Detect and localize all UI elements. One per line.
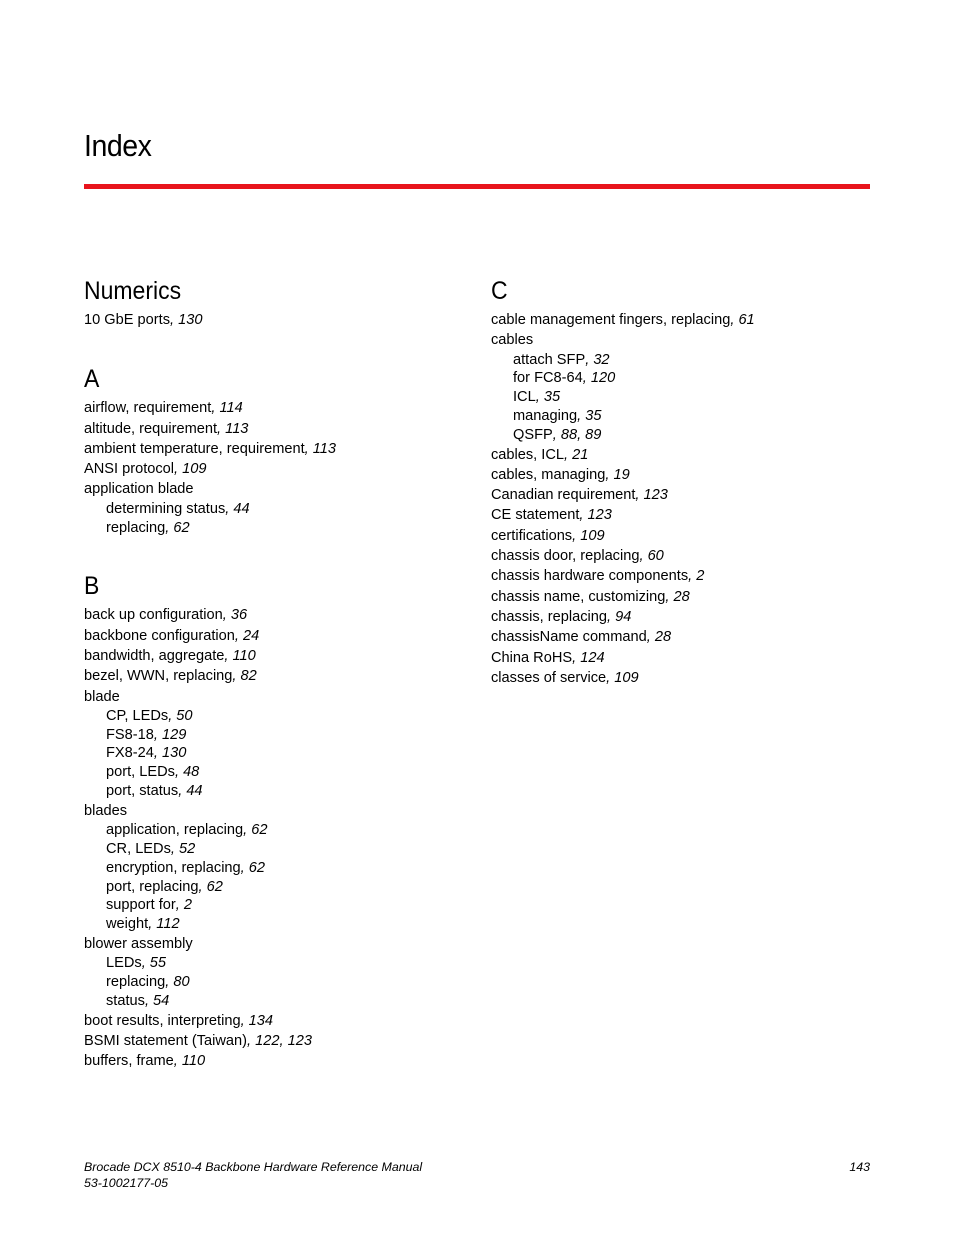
index-entry: bezel, WWN, replacing, 82 bbox=[84, 668, 257, 685]
index-subentry: for FC8-64, 120 bbox=[513, 370, 616, 387]
index-entry: chassis door, replacing, 60 bbox=[491, 548, 664, 565]
entry-page-ref[interactable]: 44 bbox=[186, 783, 203, 800]
index-entry: bandwidth, aggregate, 110 bbox=[84, 647, 256, 664]
entry-page-ref[interactable]: 24 bbox=[243, 627, 260, 644]
entry-term: China RoHS bbox=[491, 649, 573, 666]
entry-term: weight bbox=[106, 916, 149, 933]
index-subentry: application, replacing, 62 bbox=[106, 822, 268, 839]
index-entry: buffers, frame, 110 bbox=[84, 1053, 206, 1070]
entry-term: blades bbox=[84, 802, 128, 819]
entry-page-ref[interactable]: 109 bbox=[580, 527, 605, 544]
index-entry: chassis name, customizing, 28 bbox=[491, 588, 690, 605]
entry-page-ref[interactable]: 88, 89 bbox=[560, 426, 602, 443]
footer-manual-title: Brocade DCX 8510-4 Backbone Hardware Reference Manual bbox=[84, 1160, 423, 1174]
entry-page-ref[interactable]: 2 bbox=[183, 897, 192, 914]
entry-page-ref[interactable]: 120 bbox=[590, 370, 616, 387]
index-entry: backbone configuration, 24 bbox=[84, 627, 260, 644]
index-subentry: FS8-18, 129 bbox=[106, 726, 187, 743]
entry-page-ref[interactable]: 60 bbox=[647, 548, 664, 565]
section-heading: Numerics bbox=[84, 277, 182, 305]
entry-term: managing bbox=[513, 407, 578, 424]
entry-term: QSFP bbox=[513, 426, 553, 443]
entry-term: CR, LEDs bbox=[106, 840, 171, 857]
index-subentry: managing, 35 bbox=[513, 407, 602, 424]
index-entry: cable management fingers, replacing, 61 bbox=[491, 312, 755, 328]
index-entry: cables, managing, 19 bbox=[491, 466, 630, 483]
entry-page-ref[interactable]: 62 bbox=[206, 878, 223, 895]
entry-page-ref[interactable]: 129 bbox=[161, 726, 187, 743]
index-entry: classes of service, 109 bbox=[491, 669, 639, 686]
entry-term: port, LEDs bbox=[106, 764, 175, 781]
index-entry bbox=[84, 934, 474, 954]
entry-term: ANSI protocol bbox=[84, 461, 175, 478]
index-subentry: encryption, replacing, 62 bbox=[106, 859, 266, 876]
index-entry: 10 GbE ports, 130 bbox=[84, 312, 203, 328]
entry-term: buffers, frame bbox=[84, 1053, 174, 1070]
entry-page-ref[interactable]: 110 bbox=[232, 647, 256, 664]
index-column-left bbox=[84, 272, 474, 1102]
index-entry bbox=[84, 801, 474, 821]
entry-page-ref[interactable]: 61 bbox=[738, 312, 755, 328]
entry-page-ref[interactable]: 28 bbox=[673, 588, 690, 605]
index-subentry: QSFP, 88, 89 bbox=[513, 426, 602, 443]
index-entry bbox=[491, 330, 881, 350]
entry-term: chassis, replacing bbox=[491, 608, 607, 625]
entry-term: Canadian requirement bbox=[491, 487, 636, 504]
entry-term: bezel, WWN, replacing bbox=[84, 668, 233, 685]
entry-term: 10 GbE ports bbox=[84, 312, 170, 328]
entry-term: bandwidth, aggregate bbox=[84, 647, 225, 664]
entry-page-ref[interactable]: 109 bbox=[614, 669, 639, 686]
entry-term: attach SFP bbox=[513, 351, 586, 368]
entry-term: ambient temperature, requirement bbox=[84, 440, 305, 457]
index-entry-list bbox=[491, 310, 881, 688]
index-entry: BSMI statement (Taiwan), 122, 123 bbox=[84, 1032, 312, 1049]
index-subentry: CP, LEDs, 50 bbox=[106, 707, 193, 724]
index-entry: Canadian requirement, 123 bbox=[491, 487, 668, 504]
entry-term: blade bbox=[84, 688, 120, 705]
footer-page-number: 143 bbox=[849, 1160, 870, 1174]
entry-page-ref[interactable]: 110 bbox=[181, 1053, 206, 1070]
index-subentry: determining status, 44 bbox=[106, 500, 250, 517]
index-entry: China RoHS, 124 bbox=[491, 649, 605, 666]
index-subentry: status, 54 bbox=[106, 992, 170, 1009]
entry-page-ref[interactable]: 52 bbox=[178, 840, 196, 857]
section-heading: B bbox=[84, 572, 100, 601]
index-subentry: replacing, 80 bbox=[106, 974, 190, 991]
entry-term: application, replacing bbox=[106, 822, 244, 839]
index-subentry: port, LEDs, 48 bbox=[106, 764, 200, 781]
index-entry: boot results, interpreting, 134 bbox=[84, 1012, 274, 1029]
entry-term: FX8-24 bbox=[106, 745, 154, 762]
entry-term: replacing bbox=[106, 974, 166, 991]
entry-page-ref[interactable]: 2 bbox=[696, 568, 705, 585]
entry-term: chassis door, replacing bbox=[491, 548, 640, 565]
index-column-right bbox=[491, 272, 881, 718]
index-entry bbox=[84, 687, 474, 707]
index-entry: cables, ICL, 21 bbox=[491, 446, 589, 463]
entry-term: altitude, requirement bbox=[84, 420, 218, 437]
entry-page-ref[interactable]: 80 bbox=[173, 974, 190, 991]
index-subentry: weight, 112 bbox=[106, 916, 180, 933]
entry-page-ref[interactable]: 36 bbox=[230, 607, 248, 624]
entry-page-ref[interactable]: 48 bbox=[183, 764, 200, 781]
entry-term: cables, managing bbox=[491, 466, 606, 483]
entry-term: ICL bbox=[513, 389, 536, 406]
index-entry: chassis hardware components, 2 bbox=[491, 568, 705, 585]
entry-term: replacing bbox=[106, 519, 166, 536]
index-subentry: attach SFP, 32 bbox=[513, 351, 610, 368]
entry-page-ref[interactable]: 50 bbox=[176, 707, 193, 724]
entry-term: airflow, requirement bbox=[84, 400, 212, 417]
entry-page-ref[interactable]: 130 bbox=[161, 745, 187, 762]
entry-page-ref[interactable]: 124 bbox=[580, 649, 605, 666]
page-title: Index bbox=[84, 128, 152, 163]
entry-term: status bbox=[106, 992, 145, 1009]
entry-page-ref[interactable]: 122, 123 bbox=[255, 1032, 312, 1049]
section-heading: A bbox=[84, 365, 100, 394]
index-subentry: port, status, 44 bbox=[106, 783, 203, 800]
index-entry: certifications, 109 bbox=[491, 527, 605, 544]
entry-term: support for bbox=[106, 897, 176, 914]
entry-page-ref[interactable]: 113 bbox=[225, 420, 249, 437]
entry-term: certifications bbox=[491, 527, 573, 544]
entry-term: blower assembly bbox=[84, 935, 193, 952]
index-entry: ambient temperature, requirement, 113 bbox=[84, 440, 337, 457]
entry-term: determining status bbox=[106, 500, 226, 517]
index-subentry: FX8-24, 130 bbox=[106, 745, 187, 762]
index-subentry: LEDs, 55 bbox=[106, 955, 167, 972]
index-entry bbox=[84, 479, 474, 499]
page-footer bbox=[84, 1159, 870, 1191]
entry-page-ref[interactable]: 113 bbox=[312, 440, 337, 457]
index-subentry: port, replacing, 62 bbox=[106, 878, 223, 895]
entry-page-ref[interactable]: 123 bbox=[643, 487, 668, 504]
index-subentry: replacing, 62 bbox=[106, 519, 190, 536]
entry-page-ref[interactable]: 35 bbox=[543, 389, 561, 406]
index-entry: chassis, replacing, 94 bbox=[491, 608, 632, 625]
entry-term: boot results, interpreting bbox=[84, 1012, 241, 1029]
entry-page-ref[interactable]: 54 bbox=[153, 992, 170, 1009]
entry-term: chassisName command bbox=[491, 629, 647, 646]
entry-page-ref[interactable]: 28 bbox=[654, 629, 672, 646]
index-subentry: support for, 2 bbox=[106, 897, 192, 914]
entry-page-ref[interactable]: 114 bbox=[219, 400, 243, 417]
title-divider bbox=[84, 184, 870, 189]
entry-term: CE statement bbox=[491, 507, 580, 524]
entry-page-ref[interactable]: 94 bbox=[615, 608, 632, 625]
entry-page-ref[interactable]: 32 bbox=[593, 351, 610, 368]
footer-doc-number: 53-1002177-05 bbox=[84, 1176, 169, 1190]
entry-term: cables bbox=[491, 332, 534, 349]
entry-term: cable management fingers, replacing bbox=[491, 312, 731, 328]
entry-page-ref[interactable]: 62 bbox=[251, 822, 268, 839]
index-entry: chassisName command, 28 bbox=[491, 629, 672, 646]
entry-page-ref[interactable]: 109 bbox=[182, 461, 207, 478]
entry-page-ref[interactable]: 112 bbox=[156, 916, 180, 933]
entry-page-ref[interactable]: 62 bbox=[173, 519, 190, 536]
entry-term: port, status bbox=[106, 783, 179, 800]
entry-term: chassis name, customizing bbox=[491, 588, 666, 605]
entry-page-ref[interactable]: 134 bbox=[248, 1012, 274, 1029]
entry-term: LEDs bbox=[106, 955, 142, 972]
index-entry-list bbox=[84, 398, 474, 537]
entry-page-ref[interactable]: 44 bbox=[233, 500, 250, 517]
entry-page-ref[interactable]: 130 bbox=[178, 312, 203, 328]
entry-page-ref[interactable]: 55 bbox=[149, 955, 167, 972]
entry-term: classes of service bbox=[491, 669, 607, 686]
entry-term: back up configuration bbox=[84, 607, 223, 624]
entry-page-ref[interactable]: 35 bbox=[585, 407, 602, 424]
index-entry: back up configuration, 36 bbox=[84, 607, 248, 624]
entry-term: backbone configuration bbox=[84, 627, 235, 644]
index-subentry: CR, LEDs, 52 bbox=[106, 840, 196, 857]
index-entry: airflow, requirement, 114 bbox=[84, 400, 243, 417]
entry-page-ref[interactable]: 62 bbox=[248, 859, 266, 876]
entry-term: for FC8-64 bbox=[513, 370, 583, 387]
entry-term: CP, LEDs bbox=[106, 707, 169, 724]
entry-page-ref[interactable]: 82 bbox=[240, 668, 257, 685]
entry-term: chassis hardware components bbox=[491, 568, 689, 585]
index-entry-list bbox=[84, 310, 474, 330]
entry-term: port, replacing bbox=[106, 878, 199, 895]
entry-term: FS8-18 bbox=[106, 726, 154, 743]
index-subentry: ICL, 35 bbox=[513, 389, 561, 406]
index-entry: ANSI protocol, 109 bbox=[84, 461, 207, 478]
index-entry: CE statement, 123 bbox=[491, 507, 612, 524]
entry-page-ref[interactable]: 19 bbox=[613, 466, 630, 483]
entry-term: application blade bbox=[84, 481, 194, 498]
entry-term: cables, ICL bbox=[491, 446, 565, 463]
entry-page-ref[interactable]: 21 bbox=[572, 446, 589, 463]
index-entry: altitude, requirement, 113 bbox=[84, 420, 249, 437]
section-heading: C bbox=[491, 277, 508, 305]
entry-term: encryption, replacing bbox=[106, 859, 241, 876]
entry-term: BSMI statement (Taiwan) bbox=[84, 1032, 248, 1049]
entry-page-ref[interactable]: 123 bbox=[587, 507, 612, 524]
index-entry-list bbox=[84, 605, 474, 1071]
